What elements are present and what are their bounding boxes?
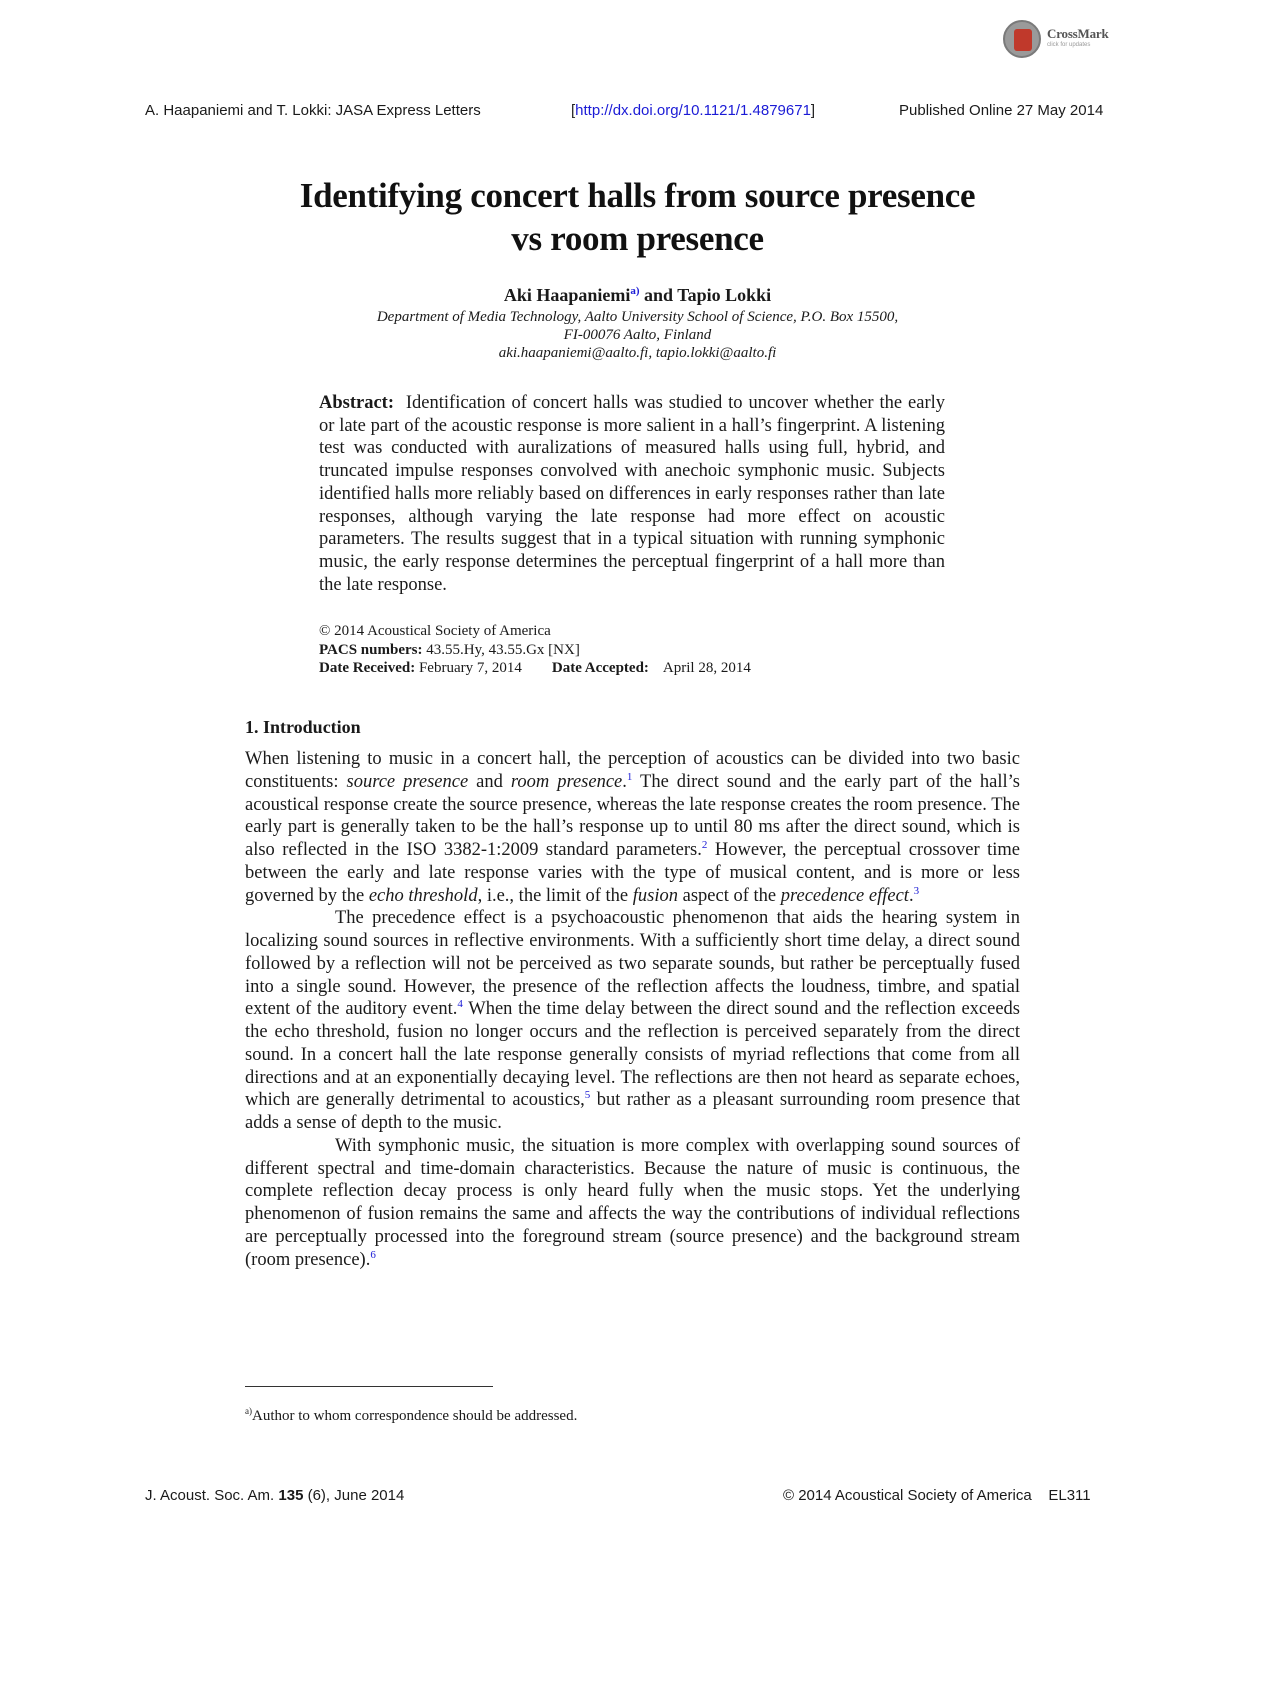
paragraph-1	[245, 748, 1020, 907]
paragraph-3	[245, 1135, 1020, 1272]
doi-text[interactable]: http://dx.doi.org/10.1121/1.4879671	[575, 102, 811, 119]
author-footnote-mark[interactable]: a)	[630, 285, 640, 297]
text-run: , i.e., the limit of the	[477, 885, 633, 906]
section-heading-introduction: 1. Introduction	[245, 717, 361, 737]
text-run: The precedence effect is a psychoacoustic phenomenon that aids the hearing system in localizing sound sources in reflective environments. With a sufficiently short time delay, a direct sound followed by a reflection will not be perceived as two separate sounds, but rather be perceptually fused into a single sound. However, the presence of the reflection affects the loudness, timbre, and spatial extent of the auditory event.	[245, 908, 1020, 1020]
footnote-divider	[245, 1386, 493, 1387]
pacs-value: 43.55.Hy, 43.55.Gx [NX]	[426, 641, 580, 658]
abstract-text: Identification of concert halls was studied to uncover whether the early or late part of the acoustic response is more salient in a hall’s fingerprint. A listening test was conducted with auralizations of measured halls using full, hybrid, and truncated impulse responses convolved with anechoic symphonic music. Subjects identified halls more reliably based on differences in early responses rather than late responses, although varying the late response had more effect on acoustic parameters. The results suggest that in a typical situation with running symphonic music, the early response determines the perceptual fingerprint of a hall more than the late response.	[319, 393, 946, 595]
footer-copyright-page: © 2014 Acoustical Society of America EL311	[783, 1487, 1091, 1504]
term-room-presence: room presence	[510, 771, 623, 792]
copyright-line: © 2014 Acoustical Society of America	[319, 623, 551, 639]
introduction-body	[245, 748, 1020, 1271]
reference-link-2[interactable]: 2	[701, 838, 708, 851]
author-2: Tapio Lokki	[677, 285, 772, 305]
accepted-label: Date Accepted:	[551, 660, 649, 676]
journal-volume: 135	[278, 1487, 304, 1504]
accepted-value: April 28, 2014	[662, 660, 751, 676]
text-run: aspect of the	[677, 885, 781, 906]
term-echo-threshold: echo threshold	[368, 885, 478, 906]
title-line-1: Identifying concert halls from source presence	[299, 176, 976, 215]
running-header-authors: A. Haapaniemi and T. Lokki: JASA Express Letters	[145, 102, 481, 119]
article-metadata	[319, 622, 945, 678]
paper-title	[0, 174, 1275, 260]
received-label: Date Received:	[319, 660, 416, 676]
reference-link-5[interactable]: 5	[584, 1089, 591, 1102]
reference-link-1[interactable]: 1	[626, 770, 633, 783]
reference-link-3[interactable]: 3	[913, 884, 920, 897]
author-emails: aki.haapaniemi@aalto.fi, tapio.lokki@aalto.fi	[498, 345, 777, 361]
pacs-label: PACS numbers:	[319, 641, 423, 658]
term-precedence-effect: precedence effect	[780, 885, 909, 906]
crossmark-subtitle: click for updates	[1047, 42, 1091, 48]
journal-citation	[145, 1487, 404, 1504]
title-line-2: vs room presence	[511, 219, 764, 258]
author-1: Aki Haapaniemi	[503, 285, 631, 305]
text-run: The direct sound and the early part of the hall’s acoustical response create the source presence, whereas the late response creates the room presence. The early part is generally taken to be the hall’s response up to until 80 ms after the direct sound, which is also reflected in the ISO 3382-1:2009 standard parameters.	[245, 771, 1020, 860]
text-run: When the time delay between the direct sound and the reflection exceeds the echo threshold, fusion no longer occurs and the reflection is perceived separately from the direct sound. In a concert hall the late response generally consists of myriad reflections that come from all directions and at an exponentially decaying level. The reflections are then not heard as separate echoes, which are generally detrimental to acoustics,	[245, 999, 1020, 1111]
term-fusion: fusion	[632, 885, 678, 906]
term-source-presence: source presence	[346, 771, 469, 792]
affiliation-line-1: Department of Media Technology, Aalto University School of Science, P.O. Box 15500,	[376, 309, 899, 325]
footnote	[245, 1406, 577, 1425]
footnote-mark: a)	[245, 1406, 252, 1416]
doi-link[interactable]: [http://dx.doi.org/10.1121/1.4879671]	[571, 102, 816, 119]
crossmark-icon	[1003, 20, 1041, 58]
text-run: However, the perceptual crossover time between the early and late response varies with the type of musical content, and is more or less governed by the	[245, 840, 1020, 906]
author-connector: and	[639, 285, 678, 305]
published-date: Published Online 27 May 2014	[899, 102, 1104, 119]
paragraph-2	[245, 907, 1020, 1135]
text-run: When listening to music in a concert hall, the perception of acoustics can be divided into two basic constituents:	[245, 749, 1020, 792]
received-value: February 7, 2014	[418, 660, 522, 676]
crossmark-badge[interactable]	[1003, 20, 1118, 64]
text-run: and	[468, 771, 511, 792]
text-run: .	[622, 771, 627, 792]
abstract-label: Abstract:	[319, 393, 395, 413]
journal-name: J. Acoust. Soc. Am.	[145, 1487, 279, 1504]
author-list	[0, 285, 1275, 306]
text-run: With symphonic music, the situation is more complex with overlapping sound sources of different spectral and time-domain characteristics. Because the nature of music is continuous, the complete reflection decay process is only heard fully when the music stops. Yet the underlying phenomenon of fusion remains the same and affects the way the contributions of individual reflections are perceptually processed into the foreground stream (source presence) and the background stream (room presence).	[245, 1135, 1020, 1270]
reference-link-4[interactable]: 4	[457, 998, 463, 1011]
abstract	[319, 392, 945, 596]
text-run: but rather as a pleasant surrounding room presence that adds a sense of depth to the music.	[245, 1090, 1020, 1133]
reference-link-6[interactable]: 6	[370, 1248, 376, 1261]
crossmark-title: CrossMark	[1047, 26, 1109, 41]
affiliation-line-2: FI-00076 Aalto, Finland	[563, 327, 712, 343]
journal-issue: (6), June 2014	[303, 1487, 405, 1504]
footnote-text: Author to whom correspondence should be addressed.	[252, 1408, 578, 1424]
affiliation	[0, 308, 1275, 362]
text-run: .	[908, 885, 914, 906]
